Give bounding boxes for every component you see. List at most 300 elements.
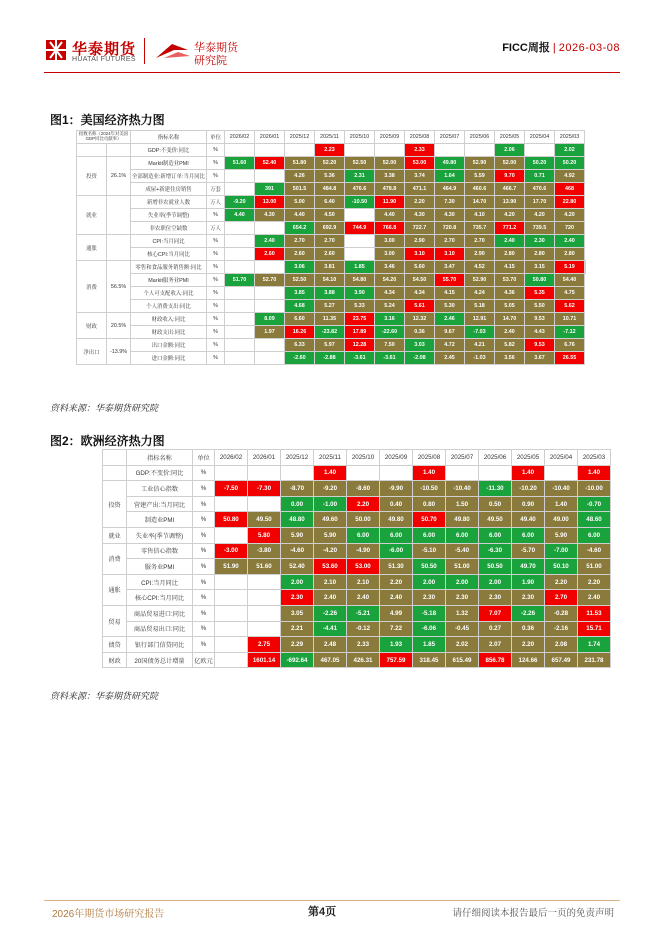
heat-cell: 471.1 (405, 183, 435, 196)
heat-cell: -9.20 (314, 481, 347, 497)
empty-cell (255, 287, 285, 300)
heat-cell: 15.71 (578, 621, 611, 637)
column-header: 2026/01 (248, 450, 281, 466)
indicator-name: 20国债务总计增量 (127, 652, 193, 668)
empty-cell (215, 652, 248, 668)
heat-cell: -3.80 (248, 543, 281, 559)
gdp-share (107, 196, 131, 235)
heat-cell: 1.64 (435, 170, 465, 183)
heat-cell: 14.70 (465, 196, 495, 209)
indicator-name: Markit制造业PMI (131, 157, 207, 170)
indicator-unit: % (193, 465, 215, 481)
empty-cell (347, 465, 380, 481)
heat-cell: 735.7 (465, 222, 495, 235)
group-label: 债贷 (103, 637, 127, 653)
heat-cell: 0.27 (479, 621, 512, 637)
empty-cell (225, 326, 255, 339)
heat-cell: 1601.14 (248, 652, 281, 668)
heat-cell: -6.00 (380, 543, 413, 559)
heat-cell: 5.90 (545, 527, 578, 543)
group-label: 就业 (103, 527, 127, 543)
heat-cell: 2.45 (435, 352, 465, 365)
group-label: 贸易 (103, 605, 127, 636)
heat-cell: 5.05 (495, 300, 525, 313)
column-header: 2025/11 (315, 131, 345, 144)
group-label: 消费 (77, 261, 107, 313)
heat-cell: 4.92 (555, 170, 585, 183)
table-row (103, 652, 611, 668)
heat-cell (585, 261, 586, 274)
heat-cell: 2.30 (281, 590, 314, 606)
heat-cell: 48.80 (281, 512, 314, 528)
heat-cell: 5.60 (405, 261, 435, 274)
figure1-title: 图1：美国经济热力图 (50, 113, 165, 127)
heat-cell: 54.80 (345, 274, 375, 287)
heat-cell: 766.8 (375, 222, 405, 235)
gdp-share: 26.1% (107, 157, 131, 196)
heat-cell: -10.40 (446, 481, 479, 497)
heat-cell: 467.05 (314, 652, 347, 668)
heat-cell: 0.71 (525, 170, 555, 183)
group-label: 通胀 (103, 574, 127, 605)
heat-cell: -5.21 (347, 605, 380, 621)
heat-cell: 1.97 (255, 326, 285, 339)
heat-cell: 3.74 (405, 170, 435, 183)
heat-cell: 5.33 (345, 300, 375, 313)
heat-cell: 2.60 (315, 248, 345, 261)
empty-cell (215, 574, 248, 590)
heat-cell: 50.80 (215, 512, 248, 528)
indicator-unit: % (193, 574, 215, 590)
heat-cell: 5.59 (465, 170, 495, 183)
heat-cell: 2.00 (446, 574, 479, 590)
heat-cell: 720.8 (435, 222, 465, 235)
heat-cell: 1.93 (380, 637, 413, 653)
heat-cell: 51.00 (578, 559, 611, 575)
heat-cell: -5.70 (512, 543, 545, 559)
table-row (103, 605, 611, 621)
heat-cell: 2.02 (555, 144, 585, 157)
gdp-share (107, 144, 131, 157)
heat-cell: 4.40 (285, 209, 315, 222)
heat-cell: 9.53 (525, 313, 555, 326)
heat-cell: 1.85 (413, 637, 446, 653)
heat-cell: 4.26 (285, 170, 315, 183)
column-header: 2025/08 (405, 131, 435, 144)
indicator-unit: % (193, 543, 215, 559)
indicator-unit: 万套 (207, 183, 225, 196)
heat-cell: 52.00 (375, 157, 405, 170)
footer-disclaimer: 请仔细阅读本报告最后一页的免责声明 (452, 908, 614, 919)
heat-cell: 6.00 (578, 527, 611, 543)
heat-cell: 50.20 (555, 157, 585, 170)
table-row (103, 512, 611, 528)
column-header: 2025/05 (512, 450, 545, 466)
column-header: 单位 (193, 450, 215, 466)
empty-cell (435, 144, 465, 157)
heat-cell: 3.10 (405, 248, 435, 261)
heat-cell: 720 (555, 222, 585, 235)
empty-cell (225, 313, 255, 326)
heat-cell: 464.9 (435, 183, 465, 196)
table-row (77, 183, 586, 196)
empty-cell (380, 465, 413, 481)
heat-cell: 739.5 (525, 222, 555, 235)
heat-cell: -10.50 (345, 196, 375, 209)
heat-cell: 4.99 (380, 605, 413, 621)
indicator-unit: 亿欧元 (193, 652, 215, 668)
group-label: 净出口 (77, 339, 107, 365)
heat-cell: 1.74 (578, 637, 611, 653)
heat-cell: 2.20 (405, 196, 435, 209)
heat-cell: 2.29 (281, 637, 314, 653)
heat-cell: 7.22 (380, 621, 413, 637)
heat-cell: 2.00 (413, 574, 446, 590)
table-header-row (77, 131, 586, 144)
heat-cell: -6.30 (479, 543, 512, 559)
heat-cell: 52.40 (281, 559, 314, 575)
indicator-unit: % (207, 235, 225, 248)
heat-cell: 49.60 (314, 512, 347, 528)
indicator-unit: % (193, 481, 215, 497)
heat-cell: 3.46 (375, 261, 405, 274)
heat-cell: 49.50 (479, 512, 512, 528)
heat-cell: 0.36 (512, 621, 545, 637)
heat-cell: 466.7 (495, 183, 525, 196)
indicator-name: 零售和食品服务销售额:同比 (131, 261, 207, 274)
heat-cell: -23.82 (315, 326, 345, 339)
empty-cell (225, 222, 255, 235)
table-row (77, 313, 586, 326)
heat-cell: 2.33 (405, 144, 435, 157)
heat-cell: -3.61 (375, 352, 405, 365)
table-row (77, 144, 586, 157)
heat-cell: 12.28 (345, 339, 375, 352)
figure1-source: 资料来源：华泰期货研究院 (50, 403, 159, 413)
footer-rule (44, 900, 620, 901)
group-label (103, 465, 127, 481)
heat-cell: 2.10 (314, 574, 347, 590)
indicator-name: 非农职位空缺数 (131, 222, 207, 235)
heat-cell: -7.50 (215, 481, 248, 497)
empty-cell (225, 235, 255, 248)
heat-cell: 3.47 (435, 261, 465, 274)
heat-cell: 2.30 (479, 590, 512, 606)
heat-cell: 54.20 (375, 274, 405, 287)
brand-name-cn: 华泰期货 (72, 41, 137, 58)
heat-cell: 4.68 (285, 300, 315, 313)
heat-cell: 50.10 (545, 559, 578, 575)
column-header: 2025/05 (495, 131, 525, 144)
heat-cell: 2.23 (315, 144, 345, 157)
column-header: 2025/06 (465, 131, 495, 144)
heat-cell: 50.50 (413, 559, 446, 575)
heat-cell: 52.50 (285, 274, 315, 287)
heat-cell: 2.70 (285, 235, 315, 248)
report-title-area (502, 39, 620, 55)
indicator-unit: % (207, 352, 225, 365)
empty-cell (225, 248, 255, 261)
heat-cell: 49.80 (446, 512, 479, 528)
heat-cell: 16.26 (285, 326, 315, 339)
heat-cell: -2.16 (545, 621, 578, 637)
heat-cell: -9.90 (380, 481, 413, 497)
heat-cell: 5.24 (375, 300, 405, 313)
heat-cell: 722.7 (405, 222, 435, 235)
heat-cell: 26.55 (555, 352, 585, 365)
heat-cell: 744.9 (345, 222, 375, 235)
table-row (77, 326, 586, 339)
heat-cell: 4.24 (465, 287, 495, 300)
heat-cell: 55.70 (435, 274, 465, 287)
heat-cell: 231.78 (578, 652, 611, 668)
heat-cell: 51.70 (225, 274, 255, 287)
heat-cell: 50.50 (479, 559, 512, 575)
group-label: 通胀 (77, 235, 107, 261)
heat-cell: 1.40 (512, 465, 545, 481)
empty-cell (225, 144, 255, 157)
empty-cell (215, 621, 248, 637)
heat-cell: 2.40 (347, 590, 380, 606)
heat-cell: 6.00 (413, 527, 446, 543)
heat-cell: 6.00 (347, 527, 380, 543)
column-header: 2025/03 (555, 131, 585, 144)
empty-cell (345, 209, 375, 222)
heat-cell: 2.00 (479, 574, 512, 590)
column-header: 2025/04 (525, 131, 555, 144)
heat-cell: 0.36 (405, 326, 435, 339)
indicator-name: 商品贸易进口:同比 (127, 605, 193, 621)
heat-cell: 52.90 (465, 157, 495, 170)
column-header: 2025/12 (285, 131, 315, 144)
indicator-name: 商品贸易出口:同比 (127, 621, 193, 637)
heat-cell: 2.06 (495, 144, 525, 157)
heat-cell: 692.9 (315, 222, 345, 235)
heat-cell: 5.18 (465, 300, 495, 313)
empty-cell (248, 496, 281, 512)
heat-cell: 484.8 (315, 183, 345, 196)
group-label: 财政 (77, 313, 107, 339)
heat-cell: 2.40 (314, 590, 347, 606)
heat-cell: 54.10 (315, 274, 345, 287)
column-header: 2025/07 (435, 131, 465, 144)
empty-cell (225, 352, 255, 365)
heat-cell: 6.00 (479, 527, 512, 543)
table-row (77, 274, 586, 287)
heat-cell: -4.90 (347, 543, 380, 559)
heat-cell: 3.03 (405, 339, 435, 352)
heat-cell: 2.40 (555, 235, 585, 248)
heat-cell: 501.5 (285, 183, 315, 196)
indicator-name: 个人消费支出:同比 (131, 300, 207, 313)
heat-cell: 476.6 (345, 183, 375, 196)
heat-cell: 3.15 (525, 261, 555, 274)
heat-cell: 5.50 (525, 300, 555, 313)
indicator-unit: 万人 (207, 222, 225, 235)
heat-cell: 9.53 (525, 339, 555, 352)
heat-cell: 48.60 (578, 512, 611, 528)
page-header (44, 36, 620, 72)
empty-cell (479, 465, 512, 481)
heat-cell: 5.35 (525, 287, 555, 300)
heat-cell: -5.40 (446, 543, 479, 559)
table-row (77, 339, 586, 352)
heat-cell: 49.80 (380, 512, 413, 528)
heat-cell: 4.10 (465, 209, 495, 222)
table-row (77, 235, 586, 248)
indicator-unit: % (193, 496, 215, 512)
heat-cell: -7.30 (248, 481, 281, 497)
heat-cell: 52.00 (495, 157, 525, 170)
group-label (77, 144, 107, 157)
header-separator: | (552, 42, 556, 54)
heat-cell: 2.48 (314, 637, 347, 653)
indicator-unit: % (207, 274, 225, 287)
indicator-unit: % (193, 512, 215, 528)
heat-cell: 4.50 (315, 209, 345, 222)
heat-cell: 5.30 (435, 300, 465, 313)
heat-cell: 6.00 (512, 527, 545, 543)
column-header: 指标名称 (127, 450, 193, 466)
heat-cell: 3.81 (315, 261, 345, 274)
heat-cell: -2.08 (405, 352, 435, 365)
empty-cell (255, 144, 285, 157)
heat-cell: -0.12 (347, 621, 380, 637)
heat-cell: -3.00 (215, 543, 248, 559)
indicator-name: 核心CPI:当月同比 (131, 248, 207, 261)
empty-cell (375, 144, 405, 157)
heat-cell: 6.00 (380, 527, 413, 543)
empty-cell (248, 574, 281, 590)
heat-cell: 2.30 (446, 590, 479, 606)
indicator-unit: % (207, 287, 225, 300)
gdp-share: 20.5% (107, 313, 131, 339)
empty-cell (248, 621, 281, 637)
heat-cell: 52.70 (255, 274, 285, 287)
heat-cell: 2.02 (446, 637, 479, 653)
heat-cell: 2.08 (545, 637, 578, 653)
heat-cell: -7.03 (465, 326, 495, 339)
indicator-name: 失业率(季节调整) (127, 527, 193, 543)
column-header: 单位 (207, 131, 225, 144)
empty-cell (248, 465, 281, 481)
figure2-title: 图2：欧洲经济热力图 (50, 434, 165, 448)
heat-cell: -7.00 (545, 543, 578, 559)
heat-cell: 7.50 (375, 339, 405, 352)
heat-cell: 49.80 (435, 157, 465, 170)
group-label: 消费 (103, 543, 127, 574)
indicator-name: 制造业PMI (127, 512, 193, 528)
logo-divider (144, 38, 145, 64)
heat-cell: 4.40 (225, 209, 255, 222)
column-header: 2025/11 (314, 450, 347, 466)
heat-cell: 52.20 (315, 157, 345, 170)
indicator-name: 银行部门信贷同比 (127, 637, 193, 653)
heat-cell: 3.85 (285, 287, 315, 300)
heat-cell: 4.34 (375, 287, 405, 300)
column-header: 2025/09 (375, 131, 405, 144)
table-row (103, 559, 611, 575)
heat-cell: 2.80 (555, 248, 585, 261)
report-name: FICC周报 (502, 42, 550, 54)
report-date: 2026-03-08 (558, 42, 620, 54)
heat-cell: 3.00 (375, 248, 405, 261)
heat-cell: -22.60 (375, 326, 405, 339)
heat-cell: -692.64 (281, 652, 314, 668)
heat-cell: 50.70 (413, 512, 446, 528)
heat-cell: -4.20 (314, 543, 347, 559)
heat-cell: 5.90 (281, 527, 314, 543)
indicator-unit: % (207, 300, 225, 313)
heat-cell: 11.53 (578, 605, 611, 621)
heat-cell: -10.00 (578, 481, 611, 497)
heat-cell: 2.75 (248, 637, 281, 653)
table-row (103, 481, 611, 497)
research-institute-logo-icon (154, 40, 192, 60)
heat-cell: 6.40 (315, 196, 345, 209)
column-header: 2026/01 (255, 131, 285, 144)
gdp-share (107, 235, 131, 261)
empty-cell (225, 287, 255, 300)
empty-cell (345, 235, 375, 248)
heat-cell: 2.60 (285, 248, 315, 261)
heat-cell: -10.50 (413, 481, 446, 497)
heat-cell: 2.40 (255, 235, 285, 248)
heat-cell: -4.41 (314, 621, 347, 637)
heat-cell: 52.90 (465, 274, 495, 287)
heat-cell: 124.66 (512, 652, 545, 668)
indicator-name: 财政收入:同比 (131, 313, 207, 326)
group-label: 投资 (103, 481, 127, 528)
heat-cell: 51.00 (446, 559, 479, 575)
empty-cell (345, 248, 375, 261)
empty-cell (248, 605, 281, 621)
heat-cell: 7.07 (479, 605, 512, 621)
column-header: 2026/02 (215, 450, 248, 466)
heat-cell: 4.20 (555, 209, 585, 222)
indicator-name: CPI:当月同比 (131, 235, 207, 248)
indicator-unit: % (193, 559, 215, 575)
indicator-unit: % (207, 144, 225, 157)
table-header-row (103, 450, 611, 466)
empty-cell (225, 261, 255, 274)
heat-cell: 2.90 (465, 248, 495, 261)
empty-cell (225, 300, 255, 313)
empty-cell (255, 300, 285, 313)
heat-cell: 51.90 (215, 559, 248, 575)
heat-cell: 49.70 (512, 559, 545, 575)
heat-cell: 3.06 (285, 261, 315, 274)
heat-cell: 2.40 (380, 590, 413, 606)
indicator-name: Markit服务业PMI (131, 274, 207, 287)
indicator-name: 财政支出:同比 (131, 326, 207, 339)
heat-cell: 9.67 (435, 326, 465, 339)
heat-cell: 2.40 (495, 326, 525, 339)
heat-cell: 13.00 (255, 196, 285, 209)
heat-cell: -1.03 (465, 352, 495, 365)
heat-cell: -2.60 (285, 352, 315, 365)
heat-cell: 2.00 (281, 574, 314, 590)
heat-cell: 6.00 (446, 527, 479, 543)
table-row (77, 222, 586, 235)
empty-cell (525, 144, 555, 157)
heat-cell: 50.80 (525, 274, 555, 287)
heat-cell: 5.90 (314, 527, 347, 543)
heat-cell: 49.40 (512, 512, 545, 528)
indicator-name: 失业率(季节调整) (131, 209, 207, 222)
heat-cell: 23.75 (345, 313, 375, 326)
heat-cell: 52.40 (255, 157, 285, 170)
